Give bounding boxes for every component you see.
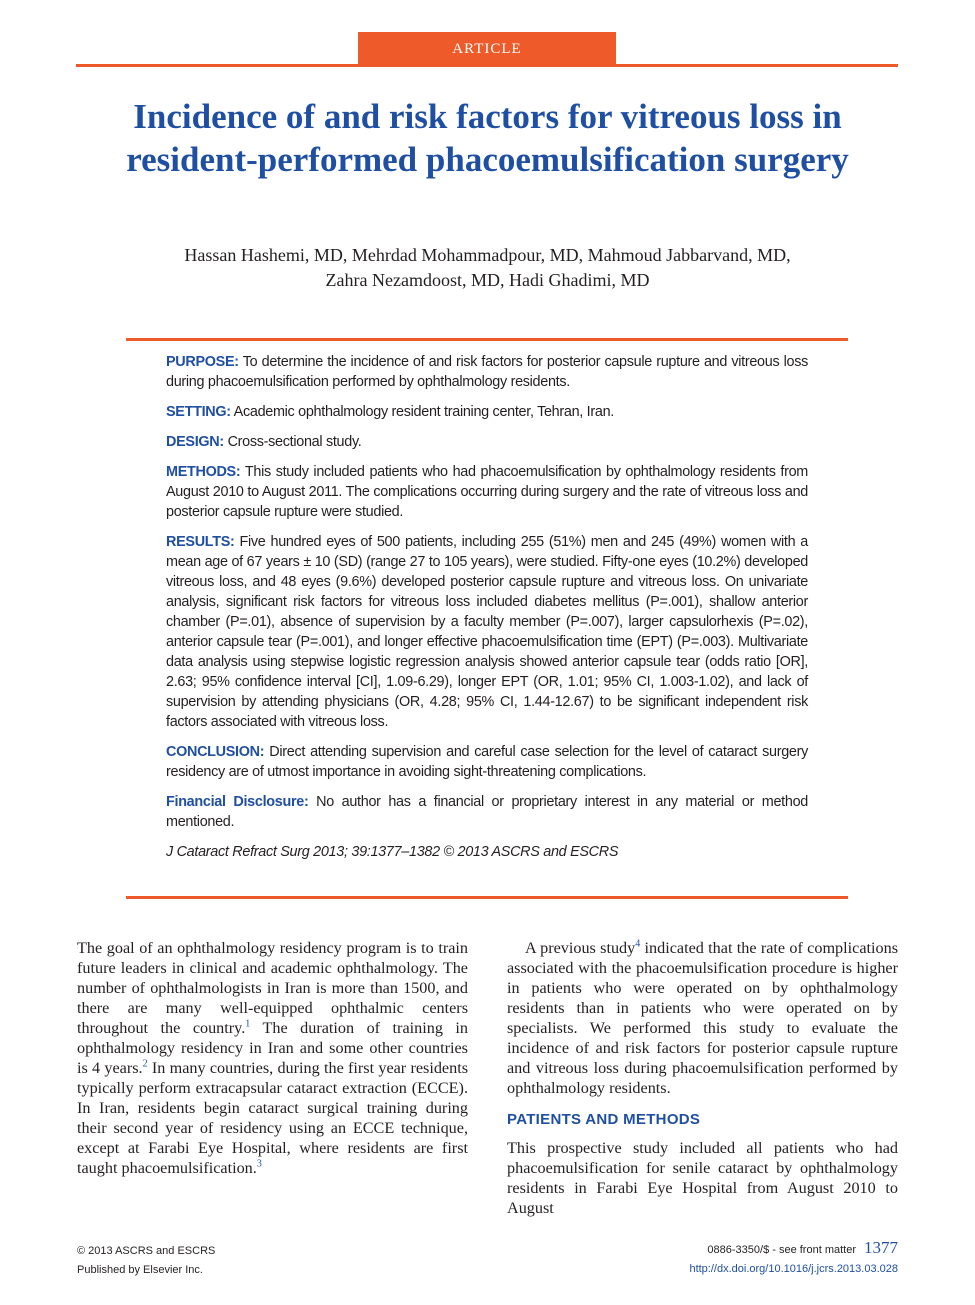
abstract-disclosure [166, 792, 808, 832]
reference-4-link[interactable]: 4 [635, 938, 641, 950]
abstract-bottom-divider [126, 896, 848, 899]
purpose-text: To determine the incidence of and risk factors for posterior capsule rupture and vitreous loss during phacoemulsification performed by ophthalmology residents. [166, 354, 808, 390]
design-text: Cross-sectional study. [227, 434, 362, 450]
intro-text-2: The duration of training in ophthalmology residency in Iran and some other countries is 4 years. [77, 1019, 468, 1077]
page-number: 1377 [864, 1238, 898, 1257]
author-list [100, 243, 875, 293]
abstract-purpose [166, 352, 808, 392]
footer-right [689, 1238, 898, 1279]
body-column-right [507, 938, 898, 1218]
reference-3-link[interactable]: 3 [256, 1158, 262, 1170]
design-label: DESIGN: [166, 434, 224, 450]
setting-text: Academic ophthalmology resident training center, Tehran, Iran. [233, 404, 614, 420]
disclosure-label: Financial Disclosure: [166, 794, 309, 810]
conclusion-text: Direct attending supervision and careful case selection for the level of cataract surgery residency are of utmost importance in avoiding sight-threatening complications. [166, 744, 808, 780]
authors-line-2: Zahra Nezamdoost, MD, Hadi Ghadimi, MD [325, 270, 650, 290]
footer-left [77, 1242, 215, 1280]
methods-text: This study included patients who had phacoemulsification by ophthalmology residents from August 2010 to August 2011. The complications occurring during surgery and the rate of vitreous loss and posterior capsule rupture were studied. [166, 464, 808, 520]
abstract-conclusion [166, 742, 808, 782]
journal-citation: J Cataract Refract Surg 2013; 39:1377–1382 © 2013 ASCRS and ESCRS [166, 844, 619, 860]
setting-label: SETTING: [166, 404, 231, 420]
reference-2-link[interactable]: 2 [142, 1058, 148, 1070]
abstract-results [166, 532, 808, 732]
abstract-top-divider [126, 338, 848, 341]
methods-label: METHODS: [166, 464, 241, 480]
doi-link[interactable]: http://dx.doi.org/10.1016/j.jcrs.2013.03.028 [689, 1263, 898, 1275]
reference-1-link[interactable]: 1 [245, 1018, 251, 1030]
abstract-methods [166, 462, 808, 522]
abstract [166, 352, 808, 872]
abstract-design [166, 432, 808, 452]
results-label: RESULTS: [166, 534, 235, 550]
intro-text-1: The goal of an ophthalmology residency program is to train future leaders in clinical and academic ophthalmology. The number of ophthalmologists in Iran is more than 1500, and there are many well-equipped ophthalmic centers throughout the country. [77, 939, 468, 1037]
footer-issn: 0886-3350/$ - see front matter [707, 1244, 856, 1256]
previous-study-text-2: indicated that the rate of complications associated with the phacoemulsification procedure is higher in patients who were operated on by ophthalmology residents than in patients who were operated on by specialists. We performed this study to evaluate the incidence of and risk factors for posterior capsule rupture and vitreous loss during phacoemulsification performed by ophthalmology residents. [507, 939, 898, 1097]
previous-study-text-1: A previous study [525, 939, 636, 957]
authors-line-1: Hassan Hashemi, MD, Mehrdad Mohammadpour, MD, Mahmoud Jabbarvand, MD, [184, 245, 791, 265]
footer-issn-line [689, 1238, 898, 1260]
footer-publisher: Published by Elsevier Inc. [77, 1264, 203, 1276]
intro-text-3: In many countries, during the first year residents typically perform extracapsular cataract extraction (ECCE). In Iran, residents begin cataract surgical training during their second year of residency using an ECCE technique, except at Farabi Eye Hospital, where residents are first taught phacoemulsification. [77, 1059, 468, 1177]
conclusion-label: CONCLUSION: [166, 744, 265, 760]
purpose-label: PURPOSE: [166, 354, 239, 370]
abstract-setting [166, 402, 808, 422]
intro-paragraph [77, 938, 468, 1178]
disclosure-text: No author has a financial or proprietary interest in any material or method mentioned. [166, 794, 808, 830]
section-heading-patients-methods: PATIENTS AND METHODS [507, 1111, 701, 1128]
body-column-left [77, 938, 468, 1178]
section-label: ARTICLE [358, 32, 616, 65]
methods-paragraph: This prospective study included all patients who had phacoemulsification for senile cataract by ophthalmology residents in Farabi Eye Hospital from August 2010 to August [507, 1139, 898, 1217]
footer-copyright: © 2013 ASCRS and ESCRS [77, 1245, 216, 1257]
previous-study-paragraph [507, 938, 898, 1098]
article-title: Incidence of and risk factors for vitreous loss in resident-performed phacoemulsification surgery [126, 97, 849, 179]
results-text: Five hundred eyes of 500 patients, including 255 (51%) men and 245 (49%) women with a mean age of 67 years ± 10 (SD) (range 27 to 105 years), were studied. Fifty-one eyes (10.2%) developed vitreous loss, and 48 eyes (9.6%) developed posterior capsule rupture and vitreous loss. On univariate analysis, significant risk factors for vitreous loss included diabetes mellitus (P=.001), shallow anterior chamber (P=.01), absence of supervision by a faculty member (P=.007), larger capsulorhexis (P=.02), anterior capsule tear (P=.001), and longer effective phacoemulsification time (EPT) (P=.003). Multivariate data analysis using stepwise logistic regression analysis showed anterior capsule tear (odds ratio [OR], 2.63; 95% confidence interval [CI], 1.09-6.29), longer EPT (OR, 1.01; 95% CI, 1.003-1.02), and lack of supervision by attending physicians (OR, 4.28; 95% CI, 1.44-12.67) to be significant independent risk factors associated with vitreous loss. [166, 534, 808, 730]
top-divider [76, 64, 898, 67]
